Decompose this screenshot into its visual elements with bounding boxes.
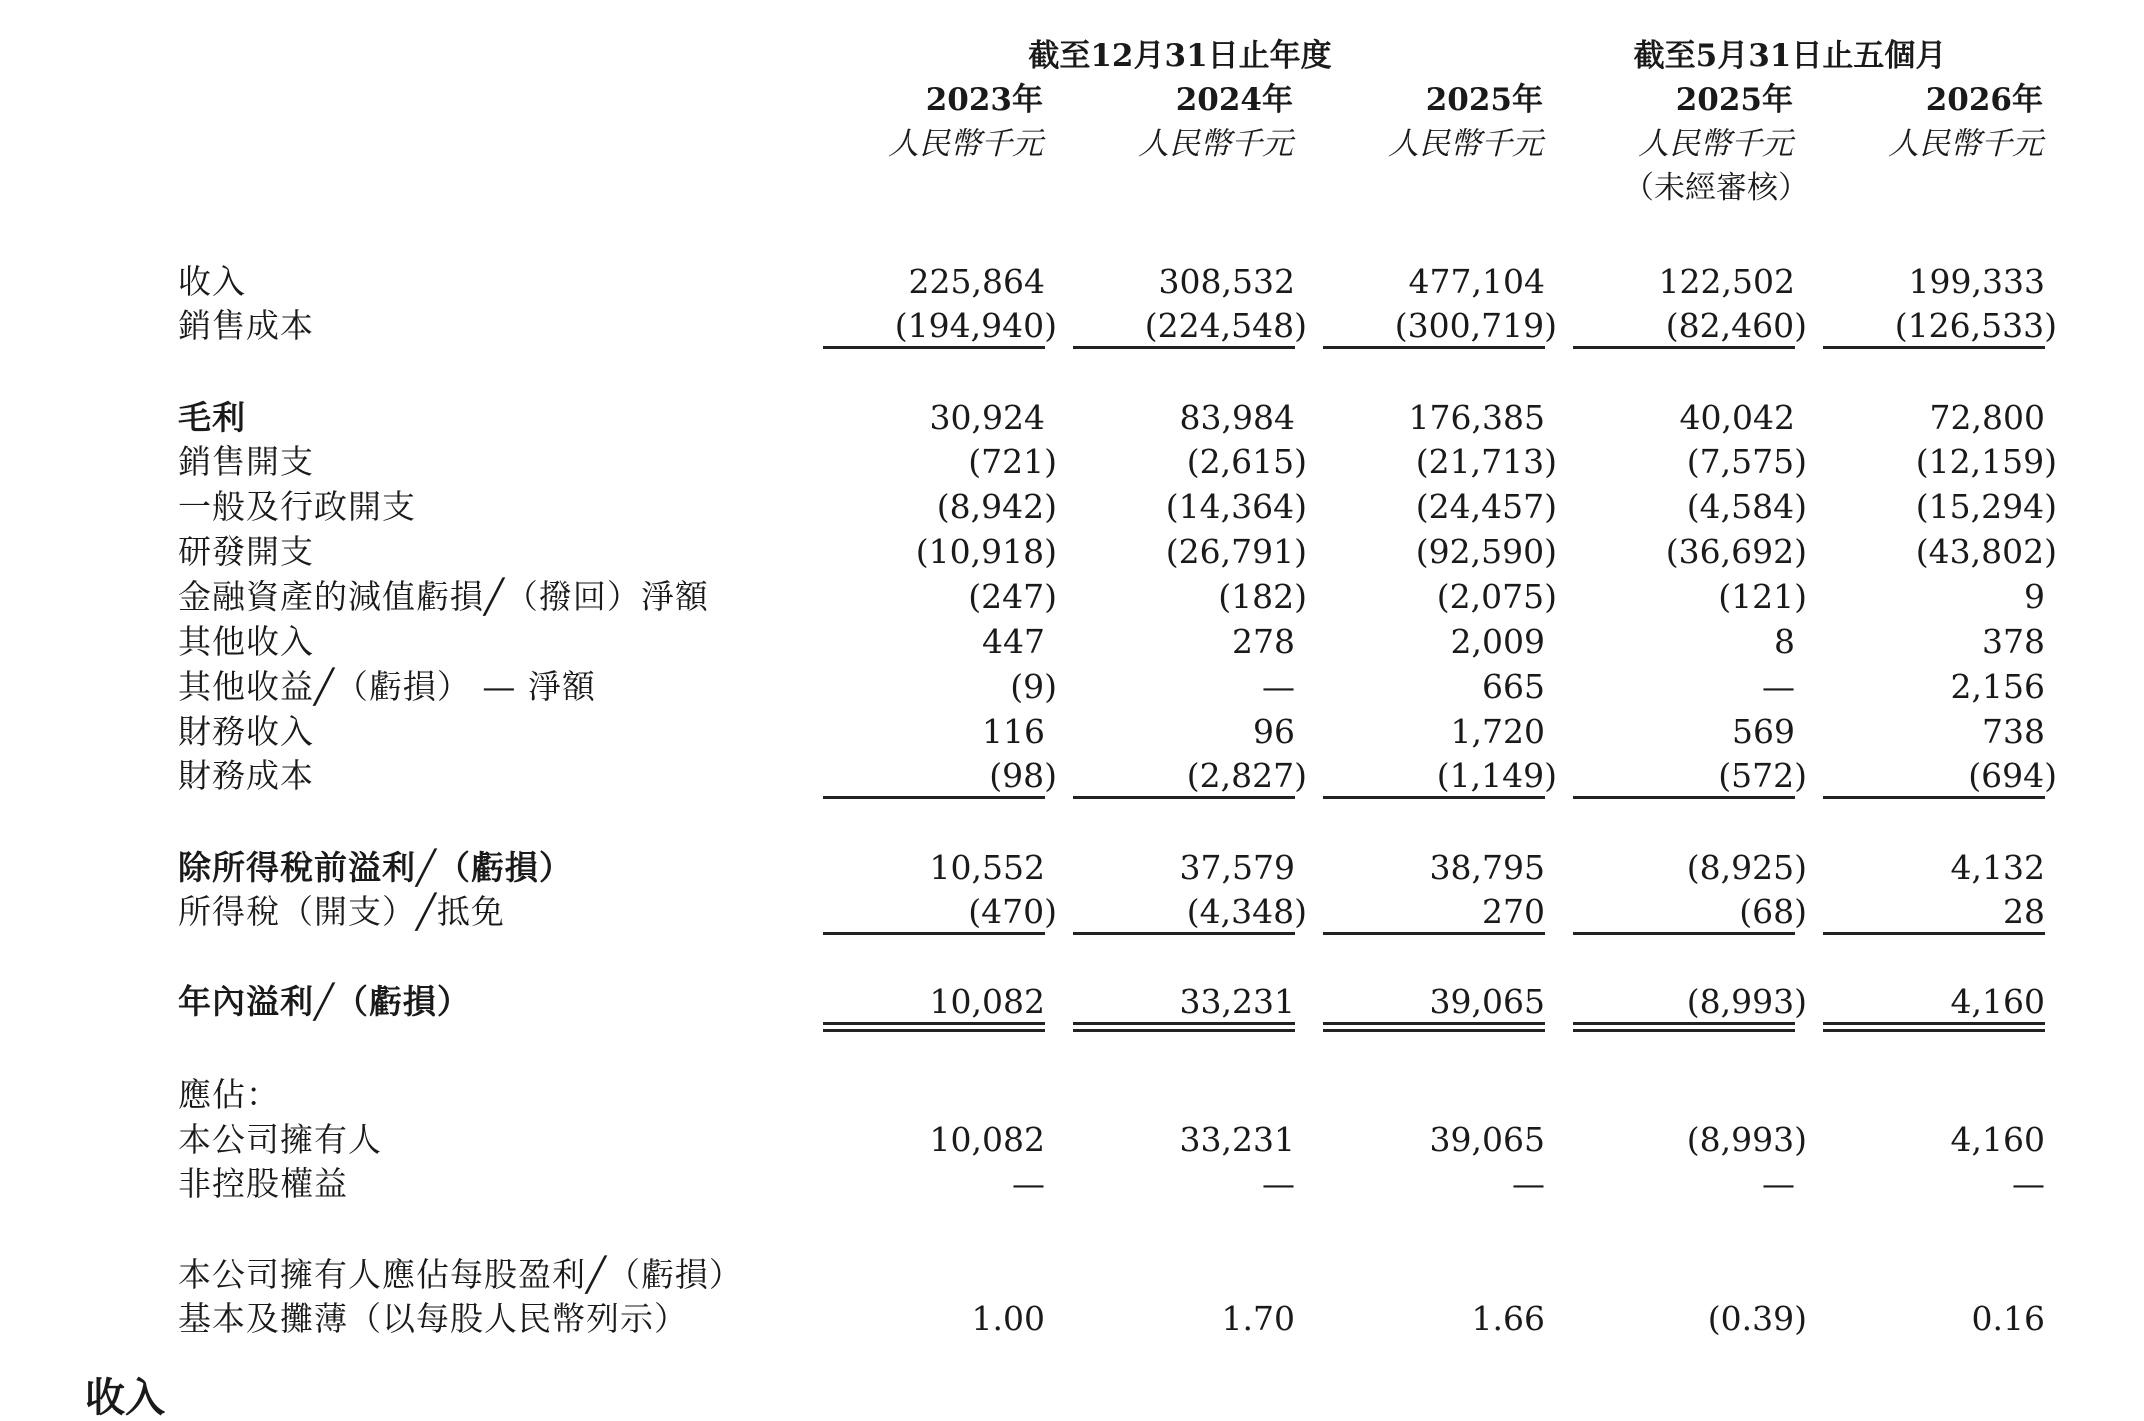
cell-r2-c2: (224,548) (1144, 306, 1307, 345)
header-year-1: 2023年 (925, 82, 1043, 118)
cell-r9-c4: — (1762, 667, 1795, 706)
row-label-2: 銷售成本 (178, 306, 314, 345)
cell-r1-c4: 122,502 (1658, 262, 1795, 301)
cell-r7-c4: (121) (1718, 577, 1807, 616)
cell-r16-c3: 39,065 (1429, 1120, 1545, 1159)
cell-r14-c1: 10,082 (929, 982, 1045, 1021)
cell-r16-c4: (8,993) (1686, 1120, 1807, 1159)
cell-r17-c5: — (2012, 1164, 2045, 1203)
cell-r1-c5: 199,333 (1908, 262, 2045, 301)
cell-r12-c1: 10,552 (929, 848, 1045, 887)
subtotal-rule (1823, 796, 2045, 799)
subtotal-rule (823, 932, 1045, 935)
subtotal-rule (1323, 346, 1545, 349)
row-label-18: 本公司擁有人應佔每股盈利╱（虧損） (178, 1255, 743, 1294)
cell-r1-c2: 308,532 (1158, 262, 1295, 301)
row-label-7: 金融資產的減值虧損╱（撥回）淨額 (178, 577, 709, 616)
cell-r12-c5: 4,132 (1950, 848, 2045, 887)
cell-r7-c1: (247) (968, 577, 1057, 616)
cell-r12-c4: (8,925) (1686, 848, 1807, 887)
header-year-3: 2025年 (1425, 82, 1543, 118)
cell-r8-c4: 8 (1774, 622, 1795, 661)
cell-r7-c5: 9 (2024, 577, 2045, 616)
subtotal-rule (1323, 796, 1545, 799)
cell-r3-c1: 30,924 (929, 398, 1045, 437)
cell-r2-c1: (194,940) (894, 306, 1057, 345)
cell-r12-c2: 37,579 (1179, 848, 1295, 887)
header-year-4: 2025年 (1675, 82, 1793, 118)
row-label-15: 應佔： (178, 1075, 280, 1114)
subtotal-rule (1573, 796, 1795, 799)
cell-r10-c3: 1,720 (1450, 712, 1545, 751)
header-year-5: 2026年 (1925, 82, 2043, 118)
cell-r11-c3: (1,149) (1436, 756, 1557, 795)
row-label-13: 所得稅（開支）╱抵免 (178, 892, 505, 931)
cell-r11-c5: (694) (1968, 756, 2057, 795)
cell-r17-c4: — (1762, 1164, 1795, 1203)
row-label-9: 其他收益╱（虧損） — 淨額 (178, 667, 596, 706)
total-double-rule (1323, 1022, 1545, 1032)
cell-r10-c5: 738 (1982, 712, 2045, 751)
cell-r2-c5: (126,533) (1894, 306, 2057, 345)
cell-r19-c4: (0.39) (1707, 1299, 1807, 1338)
cell-r5-c5: (15,294) (1915, 487, 2057, 526)
cell-r8-c3: 2,009 (1450, 622, 1545, 661)
cell-r19-c5: 0.16 (1971, 1299, 2045, 1338)
total-double-rule (823, 1022, 1045, 1032)
cell-r2-c3: (300,719) (1394, 306, 1557, 345)
cell-r11-c1: (98) (989, 756, 1057, 795)
subtotal-rule (1573, 932, 1795, 935)
cell-r16-c1: 10,082 (929, 1120, 1045, 1159)
cell-r6-c5: (43,802) (1915, 532, 2057, 571)
cell-r8-c1: 447 (982, 622, 1045, 661)
section-heading-cut: 收入 (85, 1374, 165, 1421)
cell-r19-c2: 1.70 (1221, 1299, 1295, 1338)
cell-r9-c3: 665 (1482, 667, 1545, 706)
cell-r8-c5: 378 (1982, 622, 2045, 661)
cell-r9-c5: 2,156 (1950, 667, 2045, 706)
cell-r5-c4: (4,584) (1686, 487, 1807, 526)
cell-r7-c2: (182) (1218, 577, 1307, 616)
cell-r14-c3: 39,065 (1429, 982, 1545, 1021)
header-unit-1: 人民幣千元 (888, 126, 1043, 162)
cell-r13-c2: (4,348) (1186, 892, 1307, 931)
cell-r14-c2: 33,231 (1179, 982, 1295, 1021)
cell-r11-c4: (572) (1718, 756, 1807, 795)
cell-r13-c4: (68) (1739, 892, 1807, 931)
cell-r10-c1: 116 (982, 712, 1045, 751)
cell-r4-c2: (2,615) (1186, 442, 1307, 481)
cell-r12-c3: 38,795 (1429, 848, 1545, 887)
total-double-rule (1823, 1022, 2045, 1032)
cell-r6-c3: (92,590) (1415, 532, 1557, 571)
cell-r16-c5: 4,160 (1950, 1120, 2045, 1159)
total-double-rule (1073, 1022, 1295, 1032)
cell-r17-c1: — (1012, 1164, 1045, 1203)
cell-r5-c1: (8,942) (936, 487, 1057, 526)
cell-r10-c4: 569 (1732, 712, 1795, 751)
cell-r17-c3: — (1512, 1164, 1545, 1203)
subtotal-rule (1823, 932, 2045, 935)
header-note-4: （未經審核） (1623, 170, 1809, 206)
subtotal-rule (1323, 932, 1545, 935)
cell-r6-c4: (36,692) (1665, 532, 1807, 571)
cell-r17-c2: — (1262, 1164, 1295, 1203)
cell-r13-c3: 270 (1482, 892, 1545, 931)
subtotal-rule (1823, 346, 2045, 349)
cell-r6-c1: (10,918) (915, 532, 1057, 571)
row-label-6: 研發開支 (178, 532, 314, 571)
row-label-17: 非控股權益 (178, 1164, 348, 1203)
cell-r7-c3: (2,075) (1436, 577, 1557, 616)
row-label-19: 基本及攤薄（以每股人民幣列示） (178, 1299, 688, 1338)
subtotal-rule (1073, 346, 1295, 349)
subtotal-rule (1573, 346, 1795, 349)
cell-r3-c4: 40,042 (1679, 398, 1795, 437)
cell-r4-c4: (7,575) (1686, 442, 1807, 481)
cell-r3-c5: 72,800 (1929, 398, 2045, 437)
subtotal-rule (1073, 796, 1295, 799)
header-unit-2: 人民幣千元 (1138, 126, 1293, 162)
cell-r19-c3: 1.66 (1471, 1299, 1545, 1338)
row-label-16: 本公司擁有人 (178, 1120, 382, 1159)
subtotal-rule (1073, 932, 1295, 935)
row-label-8: 其他收入 (178, 622, 314, 661)
cell-r4-c3: (21,713) (1415, 442, 1557, 481)
cell-r8-c2: 278 (1232, 622, 1295, 661)
header-unit-4: 人民幣千元 (1638, 126, 1793, 162)
header-group-full-year: 截至12月31日止年度 (1028, 38, 1332, 74)
cell-r6-c2: (26,791) (1165, 532, 1307, 571)
cell-r19-c1: 1.00 (971, 1299, 1045, 1338)
cell-r14-c5: 4,160 (1950, 982, 2045, 1021)
cell-r1-c1: 225,864 (908, 262, 1045, 301)
row-label-10: 財務收入 (178, 712, 314, 751)
row-label-4: 銷售開支 (178, 442, 314, 481)
total-double-rule (1573, 1022, 1795, 1032)
cell-r16-c2: 33,231 (1179, 1120, 1295, 1159)
cell-r1-c3: 477,104 (1408, 262, 1545, 301)
header-unit-3: 人民幣千元 (1388, 126, 1543, 162)
cell-r11-c2: (2,827) (1186, 756, 1307, 795)
header-group-five-months: 截至5月31日止五個月 (1633, 38, 1947, 74)
row-label-14: 年內溢利╱（虧損） (178, 982, 471, 1021)
cell-r5-c2: (14,364) (1165, 487, 1307, 526)
subtotal-rule (823, 346, 1045, 349)
cell-r4-c1: (721) (968, 442, 1057, 481)
cell-r9-c1: (9) (1010, 667, 1057, 706)
cell-r10-c2: 96 (1253, 712, 1295, 751)
cell-r13-c5: 28 (2003, 892, 2045, 931)
cell-r3-c3: 176,385 (1408, 398, 1545, 437)
row-label-3: 毛利 (178, 398, 246, 437)
row-label-12: 除所得稅前溢利╱（虧損） (178, 848, 573, 887)
row-label-5: 一般及行政開支 (178, 487, 416, 526)
cell-r5-c3: (24,457) (1415, 487, 1557, 526)
cell-r4-c5: (12,159) (1915, 442, 2057, 481)
cell-r9-c2: — (1262, 667, 1295, 706)
header-unit-5: 人民幣千元 (1888, 126, 2043, 162)
subtotal-rule (823, 796, 1045, 799)
row-label-11: 財務成本 (178, 756, 314, 795)
cell-r3-c2: 83,984 (1179, 398, 1295, 437)
cell-r13-c1: (470) (968, 892, 1057, 931)
header-year-2: 2024年 (1175, 82, 1293, 118)
cell-r2-c4: (82,460) (1665, 306, 1807, 345)
row-label-1: 收入 (178, 262, 246, 301)
cell-r14-c4: (8,993) (1686, 982, 1807, 1021)
